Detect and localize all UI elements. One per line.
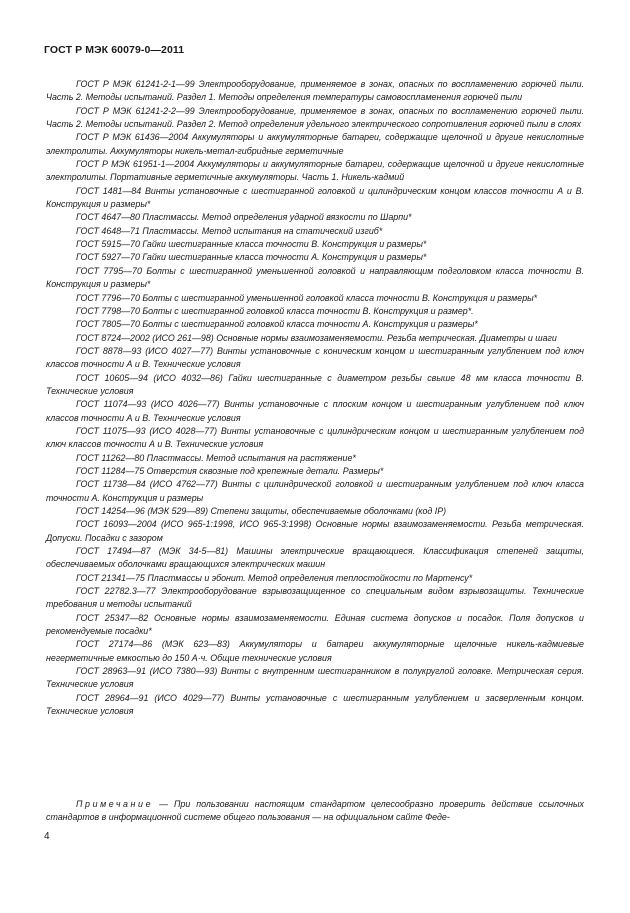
reference-item: ГОСТ 11262—80 Пластмассы. Метод испытания на растяжение* xyxy=(76,452,356,463)
normative-references-list xyxy=(46,78,584,719)
reference-item: ГОСТ 8878—93 (ИСО 4027—77) Винты установочные с коническим концом и шестигранным углублением под ключ классов точности А и В. Технические условия xyxy=(46,345,584,370)
reference-item: ГОСТ 11738—84 (ИСО 4762—77) Винты с цилиндрической головкой и шестигранным углублением под ключ класса точности А. Конструкция и размеры xyxy=(46,479,584,503)
reference-item: ГОСТ 10605—94 (ИСО 4032—86) Гайки шестигранные с диаметром резьбы свыше 48 мм класса точности В. Технические условия xyxy=(46,372,584,396)
reference-item: ГОСТ 16093—2004 (ИСО 965-1:1998, ИСО 965-3:1998) Основные нормы взаимозаменяемости. Резьба метрическая. Допуски. Посадки с зазором xyxy=(46,519,584,543)
reference-item: ГОСТ 7798—70 Болты с шестигранной головкой класса точности В. Конструкция и размер*. xyxy=(76,305,474,316)
reference-item: ГОСТ 25347—82 Основные нормы взаимозаменяемости. Единая система допусков и посадок. Поля допусков и рекомендуемые посадки* xyxy=(46,612,584,637)
reference-item: ГОСТ 27174—86 (МЭК 623—83) Аккумуляторы и батареи аккумуляторные щелочные никель-кадмиевые негерметичные емкостью до 150 А·ч. Общие технические условия xyxy=(46,639,584,663)
reference-item: ГОСТ 11074—93 (ИСО 4026—77) Винты установочные с плоским концом и шестигранным углублением под ключ классов точности А и В. Технические условия xyxy=(46,399,584,423)
reference-item: ГОСТ Р МЭК 61241-2-2—99 Электрооборудование, применяемое в зонах, опасных по воспламенению горючей пыли. Часть 2. Методы испытаний. Раздел 2. Метод определения удельного электрического сопротивления горючей пыли в слоях xyxy=(46,105,584,130)
reference-item: ГОСТ 4647—80 Пластмассы. Метод определения ударной вязкости по Шарпи* xyxy=(76,212,412,223)
note-text: — При пользовании настоящим стандартом целесообразно проверить действие ссылочных стандартов в информационной системе общего пользования — на официальном сайте Феде- xyxy=(46,799,584,823)
reference-item: ГОСТ 21341—75 Пластмассы и эбонит. Метод определения теплостойкости по Мартенсу* xyxy=(76,572,473,583)
reference-item: ГОСТ 11075—93 (ИСО 4028—77) Винты установочные с цилиндрическим концом и шестигранным углублением под ключ классов точности А и В. Технические условия xyxy=(46,425,584,450)
reference-item: ГОСТ 5915—70 Гайки шестигранные класса точности В. Конструкция и размеры* xyxy=(76,239,427,250)
reference-item: ГОСТ 8724—2002 (ИСО 261—98) Основные нормы взаимозаменяемости. Резьба метрическая. Диаметры и шаги xyxy=(76,332,557,343)
reference-item: ГОСТ Р МЭК 61241-2-1—99 Электрооборудование, применяемое в зонах, опасных по воспламенению горючей пыли. Часть 2. Методы испытаний. Раздел 1. Методы определения температуры самовоспламенения горючей пыли xyxy=(46,79,584,103)
document-header: ГОСТ Р МЭК 60079-0—2011 xyxy=(44,44,185,56)
note-label: Примечание xyxy=(76,799,154,809)
reference-item: ГОСТ 28964—91 (ИСО 4029—77) Винты установочные с шестигранным углублением и засверленным концом. Технические условия xyxy=(46,692,584,717)
reference-item: ГОСТ 7795—70 Болты с шестигранной уменьшенной головкой и направляющим подголовком класса точности В. Конструкция и размеры* xyxy=(46,265,584,290)
reference-item: ГОСТ 7805—70 Болты с шестигранной головкой класса точности А. Конструкция и размеры* xyxy=(76,319,478,330)
page-number: 4 xyxy=(44,831,50,842)
reference-item: ГОСТ 11284—75 Отверстия сквозные под крепежные детали. Размеры* xyxy=(76,465,384,476)
reference-item: ГОСТ 7796—70 Болты с шестигранной уменьшенной головкой класса точности В. Конструкция и размеры* xyxy=(76,292,538,303)
reference-item: ГОСТ 1481—84 Винты установочные с шестигранной головкой и цилиндрическим концом классов точности А и В. Конструкция и размеры* xyxy=(46,185,584,210)
note-paragraph xyxy=(46,798,584,824)
reference-item: ГОСТ 28963—91 (ИСО 7380—93) Винты с внутренним шестигранником в полукруглой головке. Метрическая серия. Технические условия xyxy=(46,666,584,690)
reference-item: ГОСТ 5927—70 Гайки шестигранные класса точности А. Конструкция и размеры* xyxy=(76,252,427,263)
reference-item: ГОСТ Р МЭК 61436—2004 Аккумуляторы и аккумуляторные батареи, содержащие щелочной и другие некислотные электролиты. Аккумуляторы никель-метал-гибридные герметичные xyxy=(46,132,584,156)
reference-item: ГОСТ 22782.3—77 Электрооборудование взрывозащищенное со специальным видом взрывозащиты. Технические требования и методы испытаний xyxy=(46,586,584,610)
reference-item: ГОСТ 4648—71 Пластмассы. Метод испытания на статический изгиб* xyxy=(76,225,383,236)
reference-item: ГОСТ Р МЭК 61951-1—2004 Аккумуляторы и аккумуляторные батареи, содержащие щелочной и другие некислотные электролиты. Портативные герметичные аккумуляторы. Часть 1. Никель-кадмий xyxy=(46,159,584,183)
reference-item: ГОСТ 14254—96 (МЭК 529—89) Степени защиты, обеспечиваемые оболочками (код IP) xyxy=(76,506,447,516)
reference-item: ГОСТ 17494—87 (МЭК 34-5—81) Машины электрические вращающиеся. Классификация степеней защиты, обеспечиваемых оболочками вращающихся электрических машин xyxy=(46,546,584,570)
